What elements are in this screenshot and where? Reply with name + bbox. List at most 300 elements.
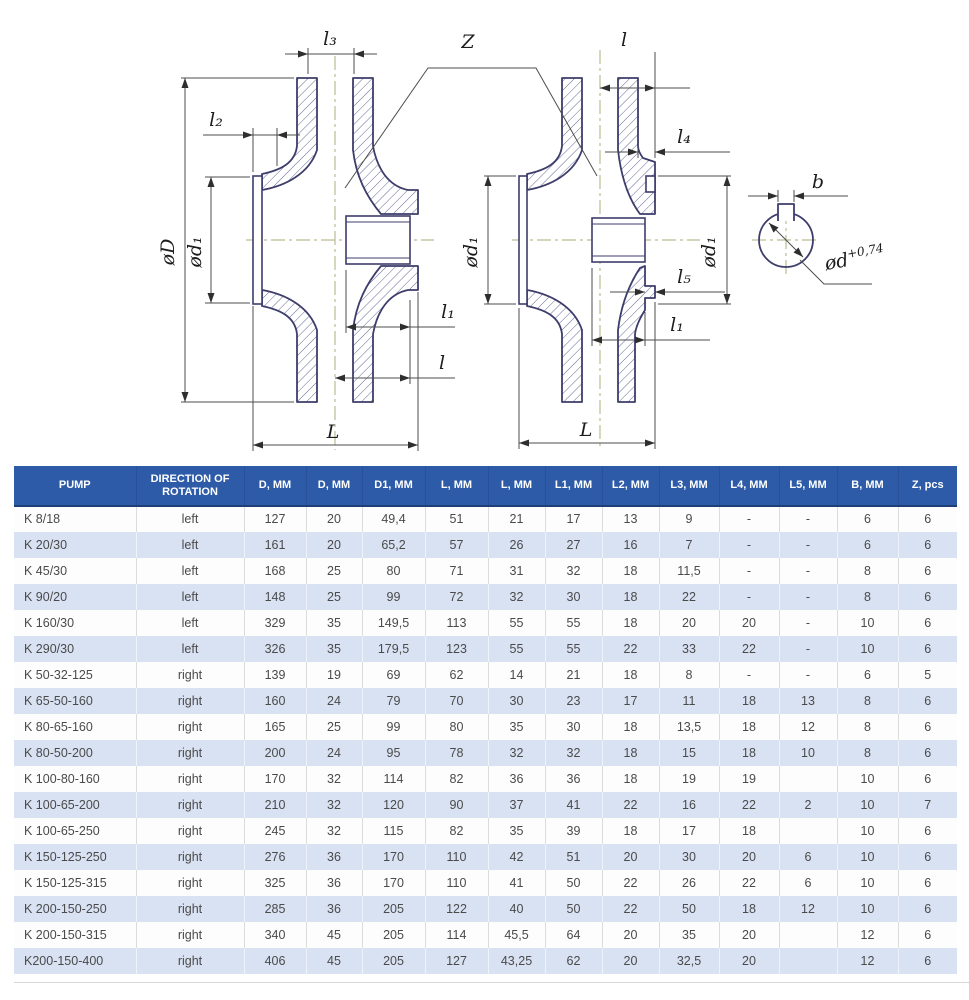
value-cell: right (136, 948, 244, 974)
section-lower-right-hub-flange (353, 266, 418, 402)
technical-drawing (0, 0, 969, 466)
value-cell: 30 (545, 714, 602, 740)
value-cell: 18 (719, 896, 779, 922)
value-cell: 110 (425, 844, 488, 870)
value-cell: 113 (425, 610, 488, 636)
value-cell: 35 (488, 818, 545, 844)
value-cell: 10 (837, 610, 898, 636)
value-cell: 18 (602, 714, 659, 740)
value-cell: 72 (425, 584, 488, 610)
value-cell: 6 (924, 927, 932, 942)
value-cell: 18 (602, 558, 659, 584)
value-cell: 127 (425, 948, 488, 974)
section-lower-left-shroud-r (527, 290, 582, 402)
value-cell: 99 (362, 714, 425, 740)
value-cell: 20 (719, 948, 779, 974)
dim-label-bore-dia (822, 241, 887, 275)
value-cell: 170 (362, 844, 425, 870)
pump-model-cell: K 100-80-160 (14, 766, 136, 792)
value-cell: 40 (488, 896, 545, 922)
value-cell: 51 (425, 506, 488, 532)
value-cell: 12 (779, 714, 837, 740)
pump-model-cell: K 100-65-250 (14, 818, 136, 844)
value-cell: 114 (425, 922, 488, 948)
pump-model-cell: K 90/20 (14, 584, 136, 610)
value-cell: 19 (306, 662, 362, 688)
value-cell: 18 (719, 688, 779, 714)
value-cell: 329 (244, 610, 306, 636)
value-cell: - (719, 532, 779, 558)
table-row (14, 922, 957, 948)
value-cell: 161 (244, 532, 306, 558)
value-cell: 10 (837, 818, 898, 844)
value-cell: left (136, 636, 244, 662)
dim-label-l5: l₅ (677, 266, 691, 288)
value-cell: 139 (244, 662, 306, 688)
value-cell: 22 (602, 636, 659, 662)
value-cell: right (136, 688, 244, 714)
value-cell: 8 (659, 662, 719, 688)
value-cell: - (719, 584, 779, 610)
value-cell: left (136, 532, 244, 558)
table-row (14, 662, 957, 688)
pump-dimensions-table (14, 466, 957, 974)
value-cell: 326 (244, 636, 306, 662)
value-cell: right (136, 844, 244, 870)
section-lower-right-flange-r (618, 266, 655, 402)
value-cell: right (136, 792, 244, 818)
table-body (14, 506, 957, 974)
value-cell: 32 (545, 558, 602, 584)
value-cell: 31 (488, 558, 545, 584)
value-cell: 41 (488, 870, 545, 896)
value-cell: 43,25 (488, 948, 545, 974)
pump-model-cell: K 160/30 (14, 610, 136, 636)
value-cell: - (779, 532, 837, 558)
value-cell: 6 (924, 512, 932, 526)
value-cell: 8 (837, 584, 898, 610)
dim-label-l-right: l (620, 29, 628, 51)
value-cell: 20 (602, 948, 659, 974)
value-cell: 41 (545, 792, 602, 818)
value-cell (779, 922, 837, 948)
value-cell: 13 (602, 506, 659, 532)
value-cell: 6 (924, 537, 932, 552)
value-cell: 55 (545, 610, 602, 636)
value-cell: 127 (244, 506, 306, 532)
value-cell: 6 (924, 641, 932, 656)
value-cell: 15 (659, 740, 719, 766)
value-cell: 6 (779, 870, 837, 896)
value-cell: 6 (779, 844, 837, 870)
value-cell: 10 (837, 766, 898, 792)
dim-label-dD: øD (157, 238, 179, 266)
value-cell: 325 (244, 870, 306, 896)
value-cell: 123 (425, 636, 488, 662)
value-cell: 148 (244, 584, 306, 610)
value-cell: 62 (425, 662, 488, 688)
keyway-mask (778, 204, 794, 221)
value-cell: - (779, 636, 837, 662)
value-cell: 18 (602, 740, 659, 766)
value-cell: 69 (362, 662, 425, 688)
pump-model-cell: K 50-32-125 (14, 662, 136, 688)
value-cell: 10 (837, 896, 898, 922)
value-cell: 170 (244, 766, 306, 792)
value-cell: 82 (425, 766, 488, 792)
section-upper-left-shroud (262, 78, 317, 190)
value-cell: 45 (306, 948, 362, 974)
value-cell: 10 (779, 740, 837, 766)
value-cell: 18 (719, 740, 779, 766)
value-cell: 114 (362, 766, 425, 792)
value-cell: 14 (488, 662, 545, 688)
dim-label-L-right: L (579, 419, 593, 441)
impeller-right-drawing (512, 50, 700, 450)
value-cell: 33 (659, 636, 719, 662)
value-cell: 149,5 (362, 610, 425, 636)
value-cell: 30 (488, 688, 545, 714)
value-cell: 18 (602, 662, 659, 688)
value-cell: 285 (244, 896, 306, 922)
value-cell: 7 (659, 532, 719, 558)
value-cell: right (136, 662, 244, 688)
value-cell: right (136, 740, 244, 766)
dim-label-l1-left: l₁ (441, 301, 455, 323)
value-cell: 205 (362, 896, 425, 922)
value-cell: 122 (425, 896, 488, 922)
value-cell: 32 (306, 818, 362, 844)
column-header: D, MM (306, 466, 362, 506)
dim-label-l4: l₄ (677, 126, 691, 148)
shaft-bore-right (592, 218, 645, 262)
value-cell: 50 (659, 896, 719, 922)
value-cell: right (136, 766, 244, 792)
table-row (14, 636, 957, 662)
pump-model-cell: K 80-50-200 (14, 740, 136, 766)
value-cell: 36 (545, 766, 602, 792)
value-cell: right (136, 714, 244, 740)
value-cell: 35 (488, 714, 545, 740)
table-row (14, 818, 957, 844)
value-cell: 36 (306, 896, 362, 922)
value-cell: 24 (306, 740, 362, 766)
flange-step-notch (646, 176, 655, 192)
value-cell: 50 (545, 870, 602, 896)
table-header-row (14, 466, 957, 506)
value-cell: 10 (837, 636, 898, 662)
value-cell: 57 (425, 532, 488, 558)
value-cell: 6 (924, 693, 932, 708)
value-cell: 32 (488, 584, 545, 610)
shaft-section-detail (752, 204, 820, 274)
value-cell: - (719, 558, 779, 584)
value-cell: 200 (244, 740, 306, 766)
dim-label-l-left: l (438, 352, 446, 374)
value-cell: 71 (425, 558, 488, 584)
value-cell: 37 (488, 792, 545, 818)
value-cell: 21 (488, 506, 545, 532)
value-cell: 2 (779, 792, 837, 818)
value-cell: 80 (362, 558, 425, 584)
value-cell: 80 (425, 714, 488, 740)
value-cell: left (136, 584, 244, 610)
value-cell: 168 (244, 558, 306, 584)
value-cell: 16 (659, 792, 719, 818)
value-cell: 35 (659, 922, 719, 948)
dimension-annotations-detail (748, 171, 886, 284)
value-cell: 82 (425, 818, 488, 844)
value-cell (779, 948, 837, 974)
value-cell: 27 (545, 532, 602, 558)
pump-model-cell: K 100-65-200 (14, 792, 136, 818)
table-row (14, 506, 957, 532)
column-header: L4, MM (719, 466, 779, 506)
value-cell: 65,2 (362, 532, 425, 558)
table-row (14, 896, 957, 922)
value-cell: 26 (488, 532, 545, 558)
value-cell: 10 (837, 792, 898, 818)
value-cell: 36 (488, 766, 545, 792)
value-cell: 35 (306, 610, 362, 636)
value-cell: 179,5 (362, 636, 425, 662)
column-header: L, MM (425, 466, 488, 506)
value-cell: 6 (924, 745, 932, 760)
value-cell: 24 (306, 688, 362, 714)
table-row (14, 740, 957, 766)
value-cell: right (136, 870, 244, 896)
value-cell: right (136, 922, 244, 948)
impeller-section-drawing (0, 0, 969, 466)
value-cell: 160 (244, 688, 306, 714)
pump-model-cell: K 150-125-315 (14, 870, 136, 896)
value-cell: 120 (362, 792, 425, 818)
value-cell: 210 (244, 792, 306, 818)
value-cell: 13 (779, 688, 837, 714)
bore-dia-tolerance: +0,74 (845, 240, 885, 261)
value-cell: 17 (659, 818, 719, 844)
bottom-divider (14, 982, 969, 983)
pump-model-cell: K 20/30 (14, 532, 136, 558)
value-cell: 6 (837, 662, 898, 688)
value-cell: 340 (244, 922, 306, 948)
pump-model-cell: K 8/18 (14, 506, 136, 532)
value-cell: 18 (719, 818, 779, 844)
pump-model-cell: K 200-150-250 (14, 896, 136, 922)
dim-label-b: b (811, 171, 825, 193)
column-header: L1, MM (545, 466, 602, 506)
table-row (14, 948, 957, 974)
value-cell: 21 (545, 662, 602, 688)
value-cell: 17 (545, 506, 602, 532)
value-cell: 205 (362, 948, 425, 974)
table-row (14, 714, 957, 740)
value-cell: 35 (306, 636, 362, 662)
dim-label-dd1-left: ød₁ (184, 236, 206, 268)
value-cell: 50 (545, 896, 602, 922)
value-cell: 26 (659, 870, 719, 896)
section-upper-right-hub-flange (353, 78, 418, 214)
table-row (14, 584, 957, 610)
value-cell: 39 (545, 818, 602, 844)
column-header: DIRECTION OF ROTATION (136, 466, 244, 506)
value-cell: 70 (425, 688, 488, 714)
value-cell: 36 (306, 870, 362, 896)
value-cell: 20 (602, 922, 659, 948)
value-cell: 22 (659, 584, 719, 610)
table-header (14, 466, 957, 506)
value-cell: 6 (924, 953, 932, 968)
value-cell: 22 (719, 792, 779, 818)
value-cell: 7 (924, 797, 932, 812)
dim-label-dd1-r2: ød₁ (698, 236, 720, 268)
column-header: L3, MM (659, 466, 719, 506)
column-header: Z, pcs (898, 466, 957, 506)
column-header: D1, MM (362, 466, 425, 506)
value-cell: 6 (924, 875, 932, 890)
value-cell: 32 (306, 792, 362, 818)
value-cell: 55 (545, 636, 602, 662)
value-cell: 115 (362, 818, 425, 844)
value-cell: 19 (719, 766, 779, 792)
value-cell: 8 (837, 714, 898, 740)
pump-model-cell: K200-150-400 (14, 948, 136, 974)
value-cell: 20 (719, 922, 779, 948)
value-cell: 30 (659, 844, 719, 870)
value-cell: 9 (659, 506, 719, 532)
value-cell: right (136, 896, 244, 922)
value-cell: 12 (837, 948, 898, 974)
value-cell: - (719, 506, 779, 532)
table-row (14, 558, 957, 584)
value-cell: 55 (488, 636, 545, 662)
value-cell: 32 (488, 740, 545, 766)
value-cell: 45,5 (488, 922, 545, 948)
column-header: PUMP (14, 466, 136, 506)
value-cell: 45 (306, 922, 362, 948)
value-cell: 110 (425, 870, 488, 896)
disc-rim-right-view (519, 176, 527, 304)
value-cell: 16 (602, 532, 659, 558)
value-cell: 406 (244, 948, 306, 974)
value-cell: 12 (837, 922, 898, 948)
value-cell: 32,5 (659, 948, 719, 974)
disc-rim-left (253, 176, 262, 304)
value-cell: 20 (659, 610, 719, 636)
table-row (14, 870, 957, 896)
dim-label-l2: l₂ (209, 109, 223, 131)
value-cell: - (779, 506, 837, 532)
value-cell: 13,5 (659, 714, 719, 740)
value-cell: 18 (602, 584, 659, 610)
table-row (14, 844, 957, 870)
value-cell: left (136, 610, 244, 636)
z-label: Z (461, 31, 475, 53)
value-cell (779, 766, 837, 792)
value-cell: 95 (362, 740, 425, 766)
value-cell: 55 (488, 610, 545, 636)
value-cell: 18 (602, 610, 659, 636)
value-cell: 25 (306, 558, 362, 584)
pump-model-cell: K 80-65-160 (14, 714, 136, 740)
value-cell: 64 (545, 922, 602, 948)
table-row (14, 766, 957, 792)
value-cell: 6 (924, 615, 932, 630)
column-header: L5, MM (779, 466, 837, 506)
value-cell: 20 (602, 844, 659, 870)
value-cell: 8 (837, 558, 898, 584)
value-cell: - (779, 584, 837, 610)
value-cell: 30 (545, 584, 602, 610)
value-cell: 36 (306, 844, 362, 870)
value-cell: 99 (362, 584, 425, 610)
value-cell: 12 (779, 896, 837, 922)
pump-model-cell: K 290/30 (14, 636, 136, 662)
value-cell: 22 (602, 896, 659, 922)
value-cell: 170 (362, 870, 425, 896)
value-cell: 8 (837, 740, 898, 766)
bore-dia-symbol: ød (823, 249, 851, 275)
column-header: L2, MM (602, 466, 659, 506)
table-row (14, 688, 957, 714)
value-cell: - (719, 662, 779, 688)
value-cell: 276 (244, 844, 306, 870)
value-cell: 165 (244, 714, 306, 740)
dim-label-l3: l₃ (323, 28, 337, 50)
column-header: D, MM (244, 466, 306, 506)
value-cell: - (779, 662, 837, 688)
value-cell: 5 (924, 667, 932, 682)
value-cell: 20 (719, 844, 779, 870)
value-cell: 49,4 (362, 506, 425, 532)
value-cell: 8 (837, 688, 898, 714)
value-cell: 205 (362, 922, 425, 948)
dim-label-L-left: L (326, 421, 340, 443)
pump-model-cell: K 200-150-315 (14, 922, 136, 948)
value-cell: 10 (837, 870, 898, 896)
value-cell: 6 (924, 771, 932, 786)
value-cell: 17 (602, 688, 659, 714)
value-cell: 25 (306, 584, 362, 610)
pump-model-cell: K 45/30 (14, 558, 136, 584)
dim-label-dd1-r1: ød₁ (460, 236, 482, 268)
value-cell: 20 (306, 532, 362, 558)
table-row (14, 610, 957, 636)
value-cell: 6 (924, 719, 932, 734)
value-cell: 22 (602, 870, 659, 896)
value-cell: 22 (719, 636, 779, 662)
value-cell: 18 (719, 714, 779, 740)
value-cell: 6 (924, 589, 932, 604)
table-row (14, 792, 957, 818)
value-cell: - (779, 610, 837, 636)
value-cell: 22 (602, 792, 659, 818)
value-cell: 32 (545, 740, 602, 766)
value-cell: 32 (306, 766, 362, 792)
table-row (14, 532, 957, 558)
pump-dimensions-table-wrap (0, 466, 969, 983)
value-cell: 20 (306, 506, 362, 532)
impeller-left-drawing (246, 56, 434, 450)
value-cell: 6 (924, 563, 932, 578)
value-cell: 6 (924, 849, 932, 864)
value-cell: 78 (425, 740, 488, 766)
value-cell: 11 (659, 688, 719, 714)
value-cell: 6 (924, 901, 932, 916)
value-cell: 20 (719, 610, 779, 636)
shaft-bore-left (346, 216, 410, 264)
value-cell: right (136, 818, 244, 844)
